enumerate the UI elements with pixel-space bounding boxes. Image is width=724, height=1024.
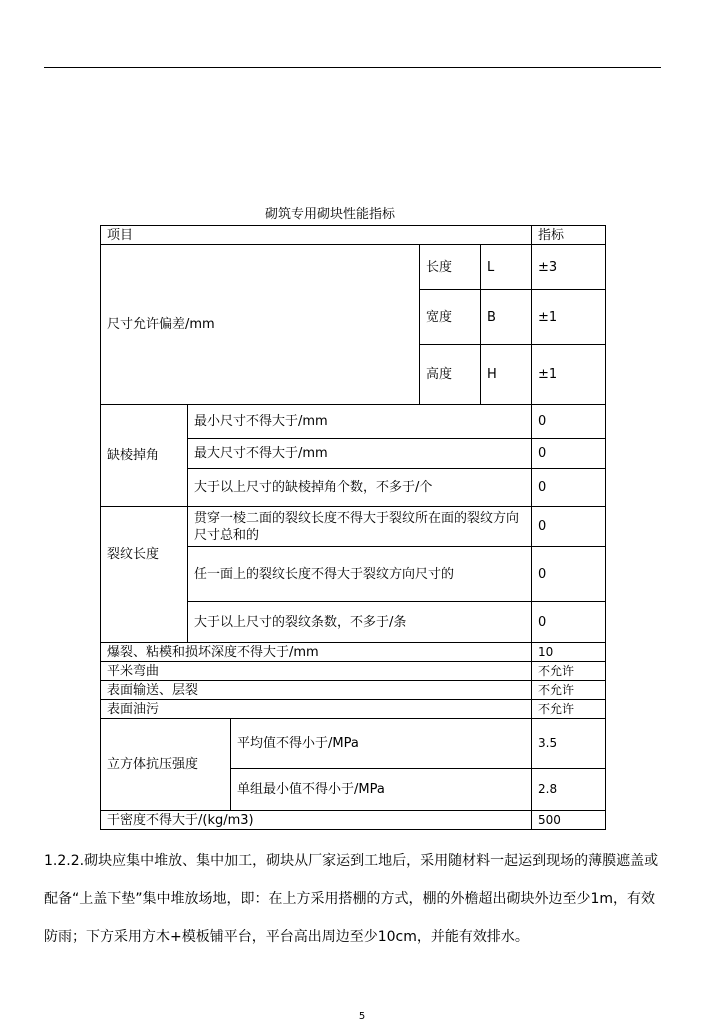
crack-length-label-continued	[101, 602, 188, 643]
table-row	[101, 245, 606, 290]
row-description: 平均值不得小于/MPa	[231, 719, 532, 769]
table-title: 砌筑专用砌块性能指标	[264, 207, 395, 222]
row-description: 任一面上的裂纹长度不得大于裂纹方向尺寸的	[188, 547, 532, 602]
row-value: 0	[532, 405, 606, 439]
dimension-name: 宽度	[420, 290, 481, 345]
table-row	[101, 700, 606, 719]
compressive-strength-label: 立方体抗压强度	[101, 719, 231, 811]
table-row	[101, 681, 606, 700]
row-value: 10	[532, 643, 606, 662]
row-description: 最小尺寸不得大于/mm	[188, 405, 532, 439]
row-value: 0	[532, 469, 606, 507]
row-value: 0	[532, 547, 606, 602]
table-row	[101, 643, 606, 662]
table-row	[101, 811, 606, 830]
row-description: 表面输送、层裂	[101, 681, 532, 700]
dimension-symbol: H	[481, 345, 532, 405]
row-description: 平米弯曲	[101, 662, 532, 681]
body-paragraph: 1.2.2.砌块应集中堆放、集中加工，砌块从厂家运到工地后，采用随材料一起运到现场的薄膜遮盖或配备“上盖下垫”集中堆放场地，即：在上方采用搭棚的方式，棚的外檐超出砌块外边至少1m，有效防雨；下方采用方木+模板铺平台，平台高出周边至少10cm，并能有效排水。	[44, 853, 659, 945]
row-description: 干密度不得大于/(kg/m3)	[101, 811, 532, 830]
row-value: 不允许	[532, 662, 606, 681]
dimension-name: 长度	[420, 245, 481, 290]
table-row	[101, 662, 606, 681]
crack-length-label: 裂纹长度	[101, 507, 188, 602]
row-value: 不允许	[532, 681, 606, 700]
corner-defects-label: 缺棱掉角	[101, 405, 188, 507]
size-deviation-label: 尺寸允许偏差/mm	[101, 245, 420, 405]
row-value: 0	[532, 507, 606, 547]
header-rule	[44, 67, 661, 68]
row-value: 不允许	[532, 700, 606, 719]
row-value: 0	[532, 439, 606, 469]
row-value: 2.8	[532, 769, 606, 811]
row-value: 500	[532, 811, 606, 830]
table-row	[101, 405, 606, 439]
table-row	[101, 602, 606, 643]
dimension-value: ±1	[532, 290, 606, 345]
row-description: 单组最小值不得小于/MPa	[231, 769, 532, 811]
table-row	[101, 507, 606, 547]
row-value: 3.5	[532, 719, 606, 769]
row-description: 大于以上尺寸的缺棱掉角个数，不多于/个	[188, 469, 532, 507]
page-number: 5	[358, 1011, 366, 1022]
header-index: 指标	[532, 226, 606, 245]
dimension-value: ±1	[532, 345, 606, 405]
dimension-value: ±3	[532, 245, 606, 290]
row-description: 贯穿一棱二面的裂纹长度不得大于裂纹所在面的裂纹方向尺寸总和的	[188, 507, 532, 547]
dimension-name: 高度	[420, 345, 481, 405]
row-description: 爆裂、粘模和损坏深度不得大于/mm	[101, 643, 532, 662]
header-item: 项目	[101, 226, 532, 245]
dimension-symbol: B	[481, 290, 532, 345]
row-description: 最大尺寸不得大于/mm	[188, 439, 532, 469]
performance-table	[100, 225, 606, 830]
table-row	[101, 719, 606, 769]
row-description: 大于以上尺寸的裂纹条数，不多于/条	[188, 602, 532, 643]
row-description: 表面油污	[101, 700, 532, 719]
row-value: 0	[532, 602, 606, 643]
dimension-symbol: L	[481, 245, 532, 290]
table-header-row	[101, 226, 606, 245]
